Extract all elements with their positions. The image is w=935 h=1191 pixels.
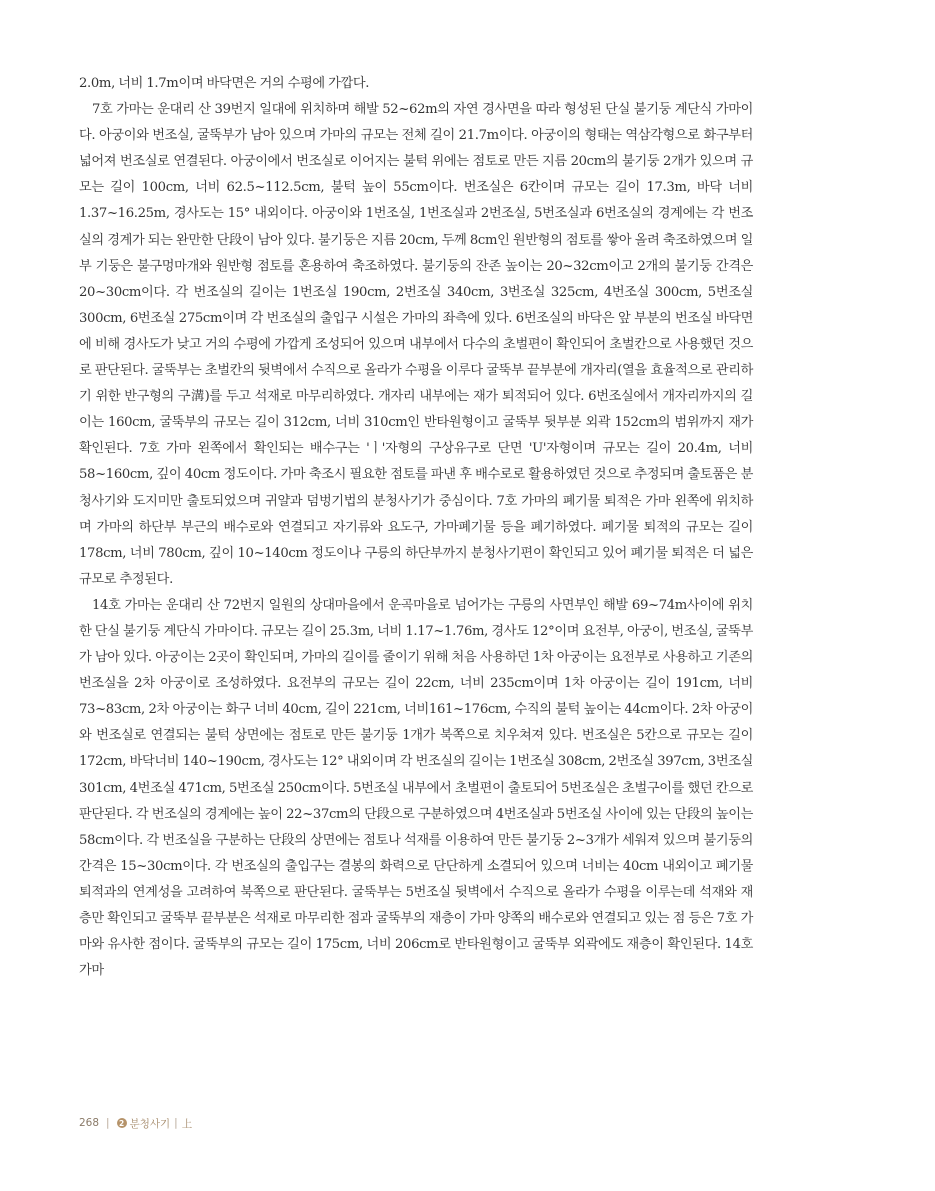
page-number: 268 (79, 1117, 100, 1129)
paragraph-kiln-7: 7호 가마는 운대리 산 39번지 일대에 위치하며 해발 52~62m의 자연 경사면을 따라 형성된 단실 불기둥 계단식 가마이다. 아궁이와 번조실, 굴뚝부가 남아 있으며 가마의 규모는 전체 길이 21.7m이다. 아궁이의 형태는 역삼각형으로 화구부터 넓어져 번조실로 연결된다. 아궁이에서 번조실로 이어지는 불턱 위에는 점토로 만든 지름 20cm의 불기둥 2개가 있으며 규모는 길이 100cm, 너비 62.5~112.5cm, 불턱 높이 55cm이다. 번조실은 6칸이며 규모는 길이 17.3m, 바닥 너비 1.37~16.25m, 경사도는 15° 내외이다. 아궁이와 1번조실, 1번조실과 2번조실, 5번조실과 6번조실의 경계에는 각 번조실의 경계가 되는 완만한 단段이 남아 있다. 불기둥은 지름 20cm, 두께 8cm인 원반형의 점토를 쌓아 올려 축조하였으며 일부 기둥은 불구멍마개와 원반형 점토를 혼용하여 축조하였다. 불기둥의 잔존 높이는 20~32cm이고 2개의 불기둥 간격은 20~30cm이다. 각 번조실의 길이는 1번조실 190cm, 2번조실 340cm, 3번조실 325cm, 4번조실 300cm, 5번조실 300cm, 6번조실 275cm이며 각 번조실의 출입구 시설은 가마의 좌측에 있다. 6번조실의 바닥은 앞 부분의 번조실 바닥면에 비해 경사도가 낮고 거의 수평에 가깝게 조성되어 있으며 내부에서 다수의 초벌편이 확인되어 초벌칸으로 사용했던 것으로 판단된다. 굴뚝부는 초벌칸의 뒷벽에서 수직으로 올라가 수평을 이루다 굴뚝부 끝부분에 개자리(열을 효율적으로 관리하기 위한 반구형의 구溝)를 두고 석재로 마무리하였다. 개자리 내부에는 재가 퇴적되어 있다. 6번조실에서 개자리까지의 길이는 160cm, 굴뚝부의 규모는 길이 312cm, 너비 310cm인 반타원형이고 굴뚝부 뒷부분 외곽 152cm의 범위까지 재가 확인된다. 7호 가마 왼쪽에서 확인되는 배수구는 'ㅣ'자형의 구상유구로 단면 'U'자형이며 규모는 길이 20.4m, 너비 58~160cm, 깊이 40cm 정도이다. 가마 축조시 필요한 점토를 파낸 후 배수로로 활용하였던 것으로 추정되며 출토품은 분청사기와 도지미만 출토되었으며 귀얄과 덤벙기법의 분청사기가 중심이다. 7호 가마의 폐기물 퇴적은 가마 왼쪽에 위치하며 가마의 하단부 부근의 배수로와 연결되고 자기류와 요도구, 가마폐기물 등을 폐기하였다. 폐기물 퇴적의 규모는 길이 178cm, 너비 780cm, 깊이 10~140cm 정도이나 구릉의 하단부까지 분청사기편이 확인되고 있어 폐기물 퇴적은 더 넓은 규모로 추정된다. (79, 102, 753, 587)
paragraph-kiln-14: 14호 가마는 운대리 산 72번지 일원의 상대마을에서 운곡마을로 넘어가는 구릉의 사면부인 해발 69~74m사이에 위치한 단실 불기둥 계단식 가마이다. 규모는 길이 25.3m, 너비 1.17~1.76m, 경사도 12°이며 요전부, 아궁이, 번조실, 굴뚝부가 남아 있다. 아궁이는 2곳이 확인되며, 가마의 길이를 줄이기 위해 처음 사용하던 1차 아궁이는 요전부로 사용하고 기존의 번조실을 2차 아궁이로 조성하였다. 요전부의 규모는 길이 22cm, 너비 235cm이며 1차 아궁이는 길이 191cm, 너비 73~83cm, 2차 아궁이는 화구 너비 40cm, 길이 221cm, 너비161~176cm, 수직의 불턱 높이는 44cm이다. 2차 아궁이와 번조실로 연결되는 불턱 상면에는 점토로 만든 불기둥 1개가 북쪽으로 치우쳐져 있다. 번조실은 5칸으로 규모는 길이 172cm, 바닥너비 140~190cm, 경사도는 12° 내외이며 각 번조실의 길이는 1번조실 308cm, 2번조실 397cm, 3번조실 301cm, 4번조실 471cm, 5번조실 250cm이다. 5번조실 내부에서 초벌편이 출토되어 5번조실은 초벌구이를 했던 칸으로 판단된다. 각 번조실의 경계에는 높이 22~37cm의 단段으로 구분하였으며 4번조실과 5번조실 사이에 있는 단段의 높이는 58cm이다. 각 번조실을 구분하는 단段의 상면에는 점토나 석재를 이용하여 만든 불기둥 2~3개가 세워져 있으며 불기둥의 간격은 15~30cm이다. 각 번조실의 출입구는 결봉의 화력으로 단단하게 소결되어 있으며 너비는 40cm 내외이고 폐기물 퇴적과의 연계성을 고려하여 북쪽으로 판단된다. 굴뚝부는 5번조실 뒷벽에서 수직으로 올라가 수평을 이루는데 석재와 재층만 확인되고 굴뚝부 끝부분은 석재로 마무리한 점과 굴뚝부의 재층이 가마 양쪽의 배수로와 연결되고 있는 점 등은 7호 가마와 유사한 점이다. 굴뚝부의 규모는 길이 175cm, 너비 206cm로 반타원형이고 굴뚝부 외곽에도 재층이 확인된다. 14호 가마 (79, 597, 753, 979)
volume-label: 上 (181, 1117, 193, 1130)
paragraph-continuation: 2.0m, 너비 1.7m이며 바닥면은 거의 수평에 가깝다. (79, 76, 370, 91)
page-footer (79, 1115, 192, 1131)
text-body (79, 71, 753, 984)
chapter-number-badge: 2 (117, 1118, 127, 1128)
footer-separator-2: | (174, 1117, 178, 1129)
section-title: 분청사기 (129, 1117, 171, 1130)
footer-separator: | (106, 1117, 110, 1129)
